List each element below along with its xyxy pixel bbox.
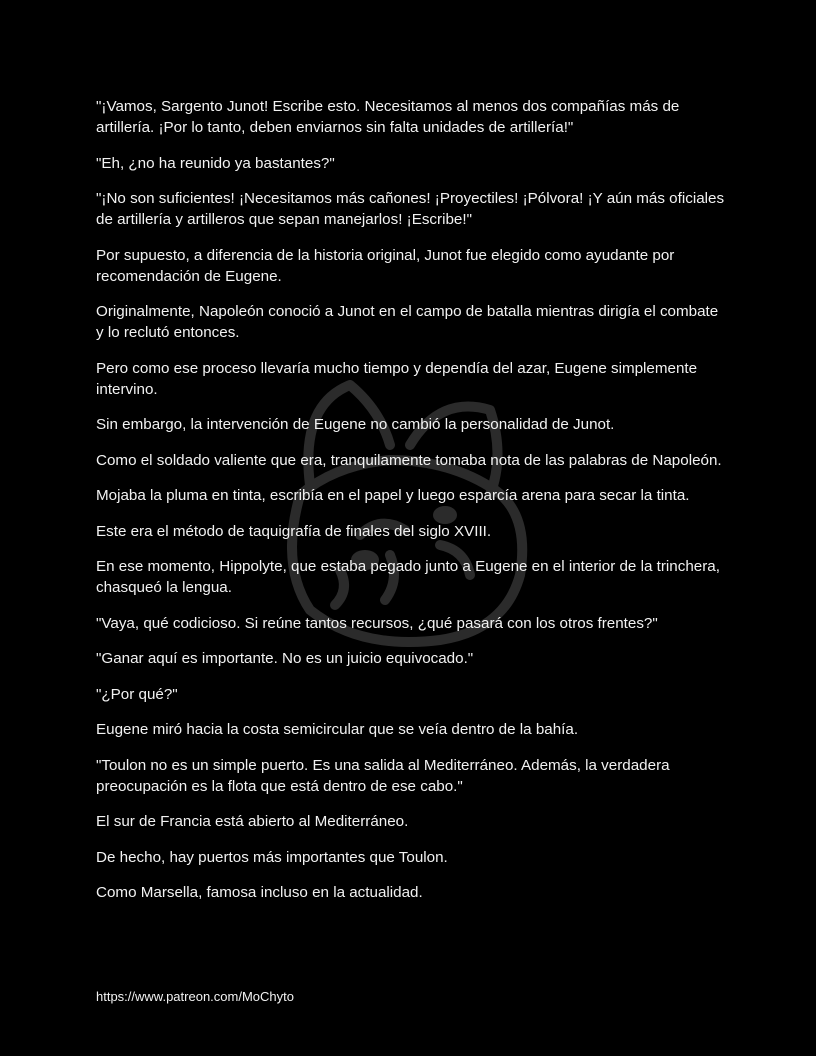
paragraph: Este era el método de taquigrafía de finales del siglo XVIII. bbox=[96, 522, 492, 540]
paragraph: "¡Vamos, Sargento Junot! Escribe esto. Necesitamos al menos dos compañías más de artillería. ¡Por lo tanto, deben enviarnos sin falta unidades de artillería!" bbox=[96, 98, 680, 136]
paragraph: "¿Por qué?" bbox=[96, 685, 178, 703]
paragraph: El sur de Francia está abierto al Mediterráneo. bbox=[96, 813, 409, 830]
document-body bbox=[96, 96, 726, 918]
paragraph: "Ganar aquí es importante. No es un juicio equivocado." bbox=[96, 650, 474, 667]
paragraph: De hecho, hay puertos más importantes que Toulon. bbox=[96, 848, 448, 866]
paragraph: Sin embargo, la intervención de Eugene no cambió la personalidad de Junot. bbox=[96, 416, 615, 433]
paragraph: Eugene miró hacia la costa semicircular que se veía dentro de la bahía. bbox=[96, 721, 579, 738]
paragraph: Por supuesto, a diferencia de la historia original, Junot fue elegido como ayudante por recomendación de Eugene. bbox=[96, 246, 675, 285]
patreon-link[interactable]: https://www.patreon.com/MoChyto bbox=[96, 989, 294, 1004]
paragraph: "Toulon no es un simple puerto. Es una salida al Mediterráneo. Además, la verdadera preocupación es la flota que está dentro de ese cabo." bbox=[96, 756, 670, 795]
paragraph: "¡No son suficientes! ¡Necesitamos más cañones! ¡Proyectiles! ¡Pólvora! ¡Y aún más oficiales de artillería y artilleros que sepan manejarlos! ¡Escribe!" bbox=[96, 190, 725, 228]
paragraph: Pero como ese proceso llevaría mucho tiempo y dependía del azar, Eugene simplemente intervino. bbox=[96, 359, 698, 398]
paragraph: Mojaba la pluma en tinta, escribía en el papel y luego esparcía arena para secar la tinta. bbox=[96, 487, 690, 504]
paragraph: En ese momento, Hippolyte, que estaba pegado junto a Eugene en el interior de la trinchera, chasqueó la lengua. bbox=[96, 558, 720, 596]
paragraph: "Eh, ¿no ha reunido ya bastantes?" bbox=[96, 154, 335, 172]
paragraph: "Vaya, qué codicioso. Si reúne tantos recursos, ¿qué pasará con los otros frentes?" bbox=[96, 614, 658, 632]
paragraph: Como Marsella, famosa incluso en la actualidad. bbox=[96, 884, 423, 901]
paragraph: Originalmente, Napoleón conoció a Junot en el campo de batalla mientras dirigía el combate y lo reclutó entonces. bbox=[96, 303, 719, 341]
paragraph: Como el soldado valiente que era, tranquilamente tomaba nota de las palabras de Napoleón. bbox=[96, 451, 722, 469]
